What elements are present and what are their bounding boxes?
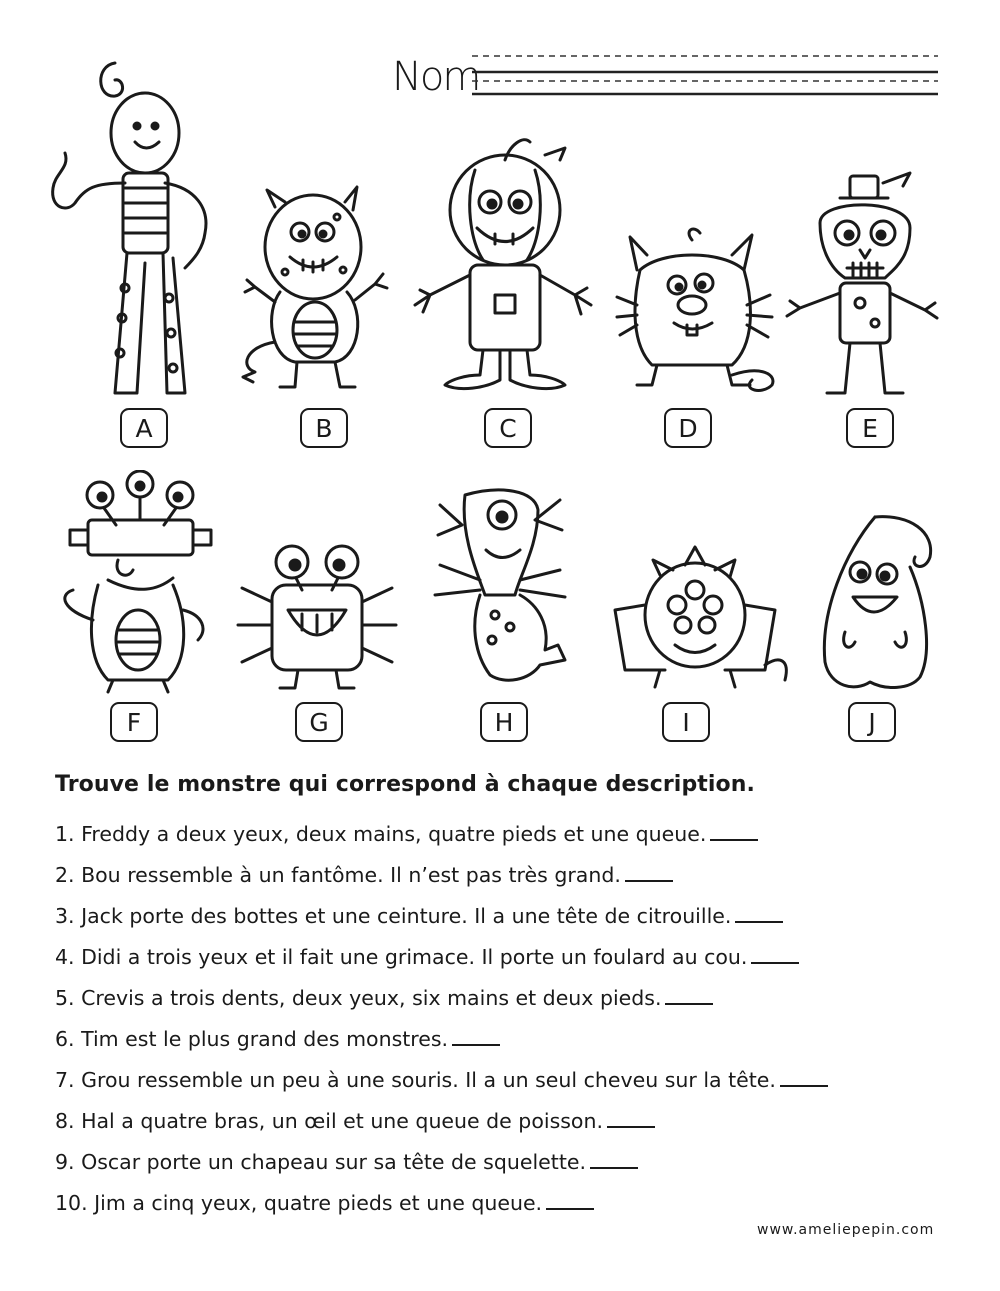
answer-blank-2[interactable] bbox=[625, 880, 673, 882]
monster-e-illustration bbox=[785, 168, 940, 403]
name-label: Nom bbox=[392, 54, 480, 100]
question-8: 8. Hal a quatre bras, un œil et une queue de poisson. bbox=[55, 1109, 828, 1150]
answer-blank-5[interactable] bbox=[665, 1003, 713, 1005]
name-field[interactable] bbox=[392, 48, 942, 108]
label-e: E bbox=[846, 408, 894, 448]
label-d: D bbox=[664, 408, 712, 448]
name-writing-lines[interactable] bbox=[470, 48, 940, 100]
question-list bbox=[55, 822, 828, 1232]
answer-blank-8[interactable] bbox=[607, 1126, 655, 1128]
label-j: J bbox=[848, 702, 896, 742]
website-credit: www.ameliepepin.com bbox=[757, 1222, 935, 1238]
question-1: 1. Freddy a deux yeux, deux mains, quatre pieds et une queue. bbox=[55, 822, 828, 863]
question-5: 5. Crevis a trois dents, deux yeux, six mains et deux pieds. bbox=[55, 986, 828, 1027]
label-i: I bbox=[662, 702, 710, 742]
question-10: 10. Jim a cinq yeux, quatre pieds et une queue. bbox=[55, 1191, 828, 1232]
monster-i-illustration bbox=[605, 545, 795, 695]
answer-blank-10[interactable] bbox=[546, 1208, 594, 1210]
monster-h-illustration bbox=[420, 485, 580, 695]
label-f: F bbox=[110, 702, 158, 742]
monster-j-illustration bbox=[815, 512, 940, 697]
answer-blank-3[interactable] bbox=[735, 921, 783, 923]
label-h: H bbox=[480, 702, 528, 742]
answer-blank-6[interactable] bbox=[452, 1044, 500, 1046]
question-4: 4. Didi a trois yeux et il fait une grimace. Il porte un foulard au cou. bbox=[55, 945, 828, 986]
monster-f-illustration bbox=[48, 470, 218, 695]
question-9: 9. Oscar porte un chapeau sur sa tête de squelette. bbox=[55, 1150, 828, 1191]
monster-g-illustration bbox=[220, 540, 410, 695]
label-a: A bbox=[120, 408, 168, 448]
question-6: 6. Tim est le plus grand des monstres. bbox=[55, 1027, 828, 1068]
answer-blank-9[interactable] bbox=[590, 1167, 638, 1169]
label-g: G bbox=[295, 702, 343, 742]
question-3: 3. Jack porte des bottes et une ceinture. Il a une tête de citrouille. bbox=[55, 904, 828, 945]
label-b: B bbox=[300, 408, 348, 448]
answer-blank-7[interactable] bbox=[780, 1085, 828, 1087]
answer-blank-1[interactable] bbox=[710, 839, 758, 841]
label-c: C bbox=[484, 408, 532, 448]
instruction-heading: Trouve le monstre qui correspond à chaque description. bbox=[55, 772, 755, 797]
question-2: 2. Bou ressemble à un fantôme. Il n’est pas très grand. bbox=[55, 863, 828, 904]
monster-c-illustration bbox=[405, 130, 595, 400]
monster-b-illustration bbox=[225, 182, 405, 397]
answer-blank-4[interactable] bbox=[751, 962, 799, 964]
question-7: 7. Grou ressemble un peu à une souris. Il a un seul cheveu sur la tête. bbox=[55, 1068, 828, 1109]
monster-a-illustration bbox=[45, 58, 225, 403]
monster-d-illustration bbox=[612, 225, 782, 400]
